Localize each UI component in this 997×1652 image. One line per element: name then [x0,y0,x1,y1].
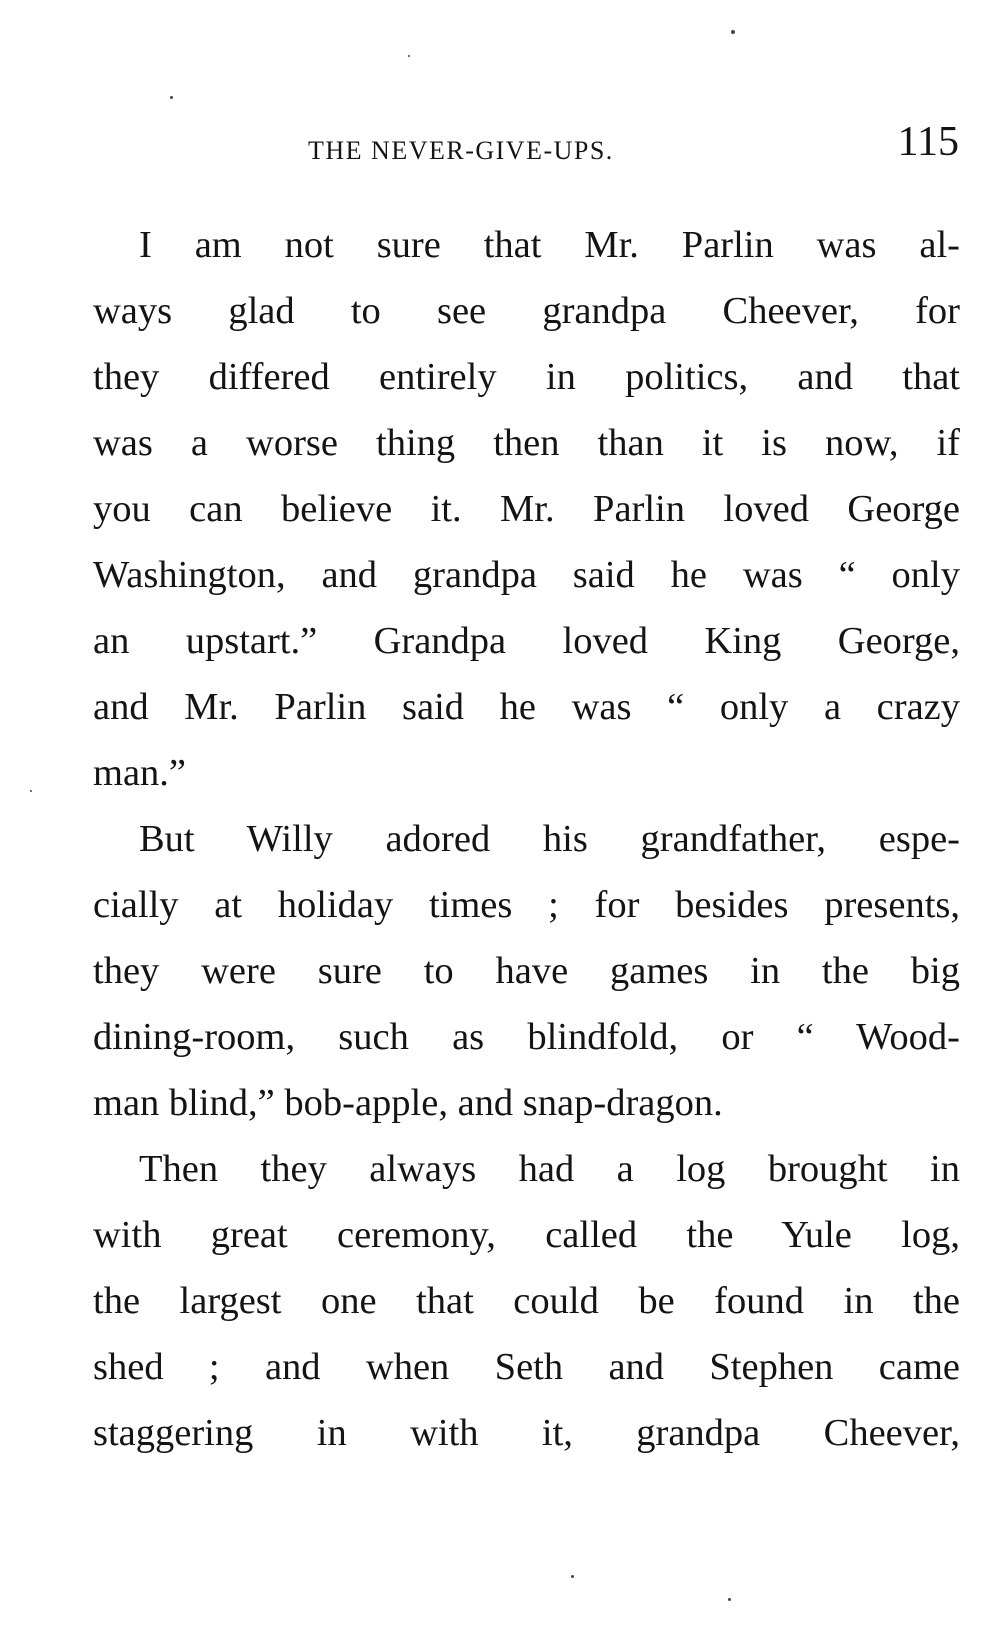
scan-speck [408,55,410,57]
paragraph [93,806,960,1136]
text-line: dining-room, such as blindfold, or “ Wood- [93,1016,960,1058]
text-line: they were sure to have games in the big [93,950,960,992]
text-line: and Mr. Parlin said he was “ only a crazy [93,686,960,728]
text-line: man.” [93,752,186,794]
scan-speck [571,1575,574,1578]
text-line: ways glad to see grandpa Cheever, for [93,290,960,332]
text-line: staggering in with it, grandpa Cheever, [93,1412,960,1454]
body-text [93,212,960,1466]
text-line: Washington, and grandpa said he was “ only [93,554,960,596]
text-line: I am not sure that Mr. Parlin was al- [139,224,960,266]
text-line: man blind,” bob-apple, and snap-dragon. [93,1082,723,1124]
scan-speck [30,790,32,792]
running-title: THE NEVER-GIVE-UPS. [308,136,614,165]
scan-speck [728,1598,731,1601]
page-number: 115 [897,119,959,165]
paragraph [93,212,960,806]
text-line: But Willy adored his grandfather, espe- [139,818,960,860]
text-line: was a worse thing then than it is now, if [93,422,960,464]
text-line: the largest one that could be found in the [93,1280,960,1322]
text-line: cially at holiday times ; for besides presents, [93,884,960,926]
scan-speck [731,30,735,34]
text-line: an upstart.” Grandpa loved King George, [93,620,960,662]
text-line: with great ceremony, called the Yule log, [93,1214,960,1256]
text-line: Then they always had a log brought in [139,1148,960,1190]
scan-speck [170,96,173,99]
text-line: shed ; and when Seth and Stephen came [93,1346,960,1388]
running-header [0,118,997,168]
text-line: you can believe it. Mr. Parlin loved George [93,488,960,530]
paragraph [93,1136,960,1466]
text-line: they differed entirely in politics, and that [93,356,960,398]
